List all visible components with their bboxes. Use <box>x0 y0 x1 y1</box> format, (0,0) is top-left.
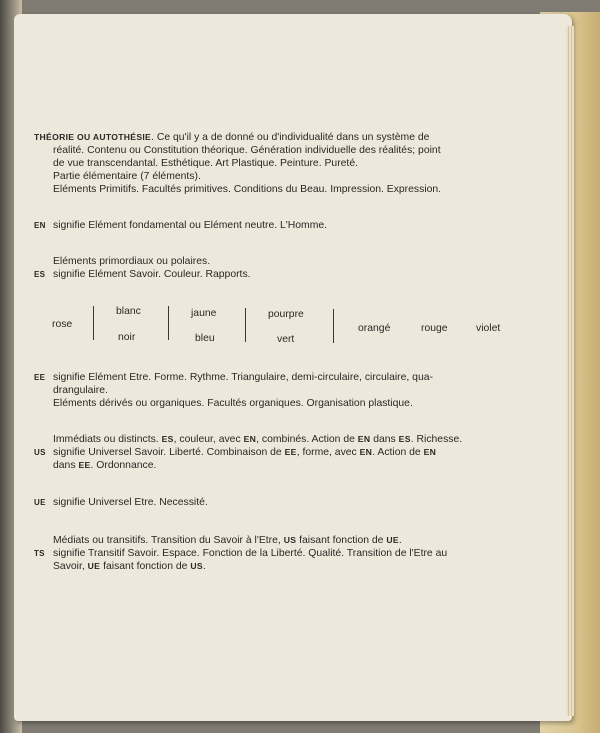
theorie-line-3: de vue transcendantal. Esthétique. Art Plastique. Peinture. Pureté. <box>53 158 358 169</box>
theorie-line-1: THÉORIE OU AUTOTHÉSIE. Ce qu'il y a de donné ou d'individualité dans un système de <box>34 132 430 143</box>
color-rouge: rouge <box>421 323 448 334</box>
es-text: signifie Elément Savoir. Couleur. Rapports. <box>53 269 251 280</box>
en-text: signifie Elément fondamental ou Elément neutre. L'Homme. <box>53 220 328 231</box>
theorie-line-5: Eléments Primitifs. Facultés primitives. Conditions du Beau. Impression. Expression. <box>53 184 442 195</box>
color-orange: orangé <box>358 323 391 334</box>
es-intro: Eléments primordiaux ou polaires. <box>53 256 211 267</box>
color-vert: vert <box>277 334 295 345</box>
theorie-line-4: Partie élémentaire (7 éléments). <box>53 171 201 182</box>
color-violet: violet <box>476 323 501 334</box>
table-divider <box>245 308 246 342</box>
theorie-line-2: réalité. Contenu ou Constitution théorique. Génération individuelle des réalités; point <box>53 145 441 156</box>
color-blanc: blanc <box>116 306 141 317</box>
en-label: EN <box>34 221 46 230</box>
us-line-3: dans EE. Ordonnance. <box>53 460 157 471</box>
ee-line-3: Eléments dérivés ou organiques. Facultés organiques. Organisation plastique. <box>53 398 413 409</box>
us-label: US <box>34 448 46 457</box>
us-line-1: Immédiats ou distincts. ES, couleur, avec EN, combinés. Action de EN dans ES. Richesse. <box>53 434 463 445</box>
table-divider <box>168 306 169 340</box>
color-rose: rose <box>52 319 73 330</box>
ts-line-1: Médiats ou transitifs. Transition du Savoir à l'Etre, US faisant fonction de UE. <box>53 535 402 546</box>
theorie-heading: THÉORIE OU AUTOTHÉSIE <box>34 132 152 142</box>
us-line-2: signifie Universel Savoir. Liberté. Combinaison de EE, forme, avec EN. Action de EN <box>53 447 437 458</box>
ee-line-1: signifie Elément Etre. Forme. Rythme. Triangulaire, demi-circulaire, circulaire, qua- <box>53 372 433 383</box>
color-pourpre: pourpre <box>268 309 304 320</box>
ee-label: EE <box>34 373 46 382</box>
ue-text: signifie Universel Etre. Necessité. <box>53 497 208 508</box>
table-divider <box>333 309 334 343</box>
ue-label: UE <box>34 498 46 507</box>
color-bleu: bleu <box>195 333 215 344</box>
table-divider <box>93 306 94 340</box>
ts-line-3: Savoir, UE faisant fonction de US. <box>53 561 206 572</box>
es-label: ES <box>34 270 46 279</box>
ee-line-2: drangulaire. <box>53 385 108 396</box>
color-noir: noir <box>118 332 136 343</box>
book-page <box>14 14 572 721</box>
color-jaune: jaune <box>191 308 217 319</box>
ts-line-2: signifie Transitif Savoir. Espace. Fonction de la Liberté. Qualité. Transition de l'Etre au <box>53 548 448 559</box>
page-edges <box>566 26 574 716</box>
ts-label: TS <box>34 549 45 558</box>
